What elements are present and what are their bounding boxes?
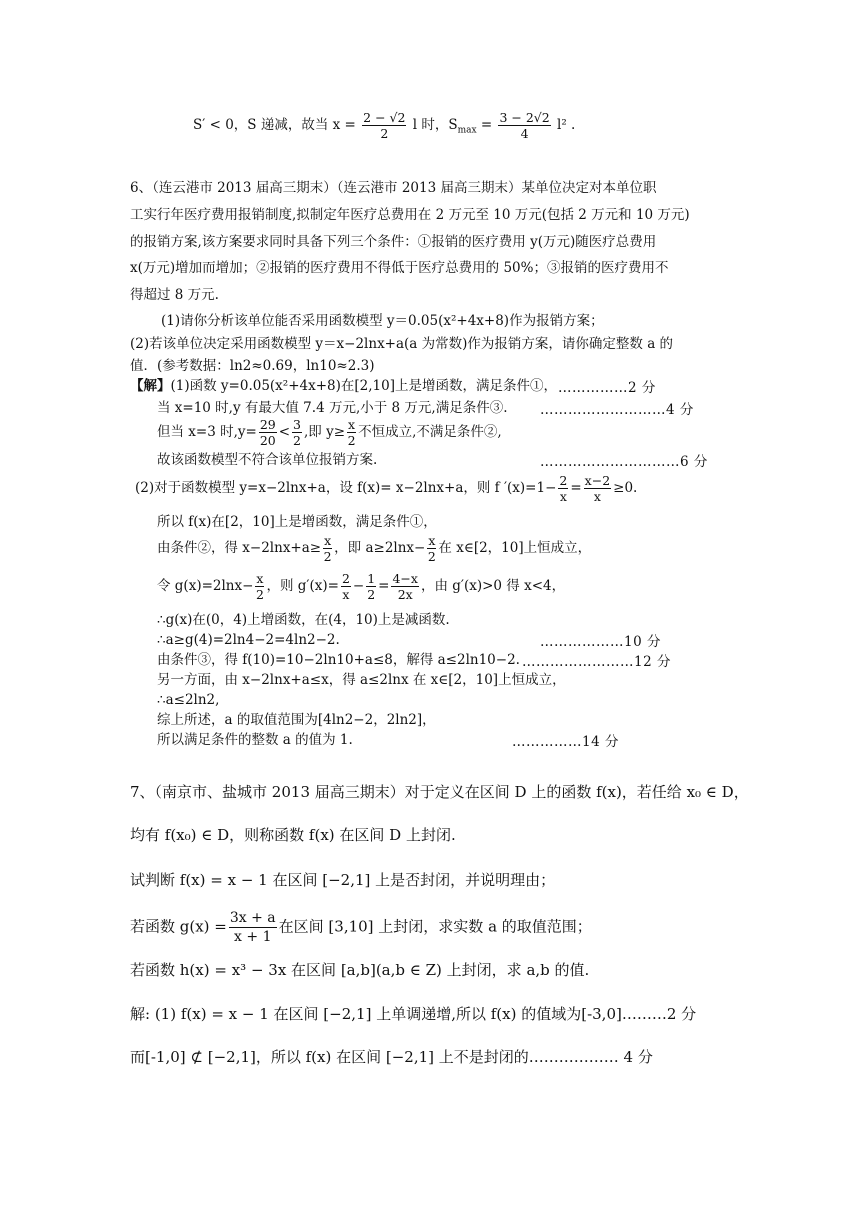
solution-tag: 【解】 xyxy=(130,378,171,394)
fraction: $\frac{2 - √2}{2}$ xyxy=(363,110,406,141)
prev-solution-line: S′ < 0，S 递减，故当 x = $\frac{2 - √2}{2}$ l 时，$S_{max}$ = $\frac{3 - 2√2}{4}$ l² . xyxy=(193,110,576,141)
sol6-line-14: 综上所述，a 的取值范围为[4ln2−2，2ln2]， xyxy=(157,712,436,728)
score-mark: ………………10 分 xyxy=(540,634,661,650)
q7-line-3: 试判断 f(x) = x − 1 在区间 [−2,1] 上是否封闭，并说明理由； xyxy=(130,871,556,889)
q6-line-3: 的报销方案,该方案要求同时具备下列三个条件：①报销的医疗费用 y(万元)随医疗总费用 xyxy=(130,234,657,250)
fraction: $\frac{x-2}{x}$ xyxy=(584,473,611,504)
fraction: $\frac{3}{2}$ xyxy=(293,417,301,448)
sol6-line-1: 【解】(1)函数 y=0.05(x²+4x+8)在[2,10]上是增函数，满足条件①， xyxy=(130,378,557,394)
q6-reference: 值．(参考数据：ln2≈0.69，ln10≈2.3) xyxy=(130,358,375,374)
score-mark: ………………………4 分 xyxy=(540,402,694,418)
sol6-line-9: ∴g(x)在(0，4)上增函数，在(4，10)上是减函数. xyxy=(157,612,450,628)
q7-line-1: 7、（南京市、盐城市 2013 届高三期末）对于定义在区间 D 上的函数 f(x)，若任给 x₀ ∈ D， xyxy=(130,783,749,801)
q7-line-4: 若函数 g(x) = $\frac{3x + a}{x + 1}$ 在区间 [3,10] 上封闭，求实数 a 的取值范围； xyxy=(130,910,592,945)
sol6-line-7: 由条件②，得 x−2lnx+a≥ $\frac{x}{2}$ ，即 a≥2lnx− $\frac{x}{2}$ 在 x∈[2，10]上恒成立， xyxy=(157,533,592,564)
fraction: $\frac{29}{20}$ xyxy=(259,417,276,448)
score-mark: ……………………12 分 xyxy=(522,654,671,670)
q6-line-2: 工实行年医疗费用报销制度,拟制定年医疗总费用在 2 万元至 10 万元(包括 2 万元和 10 万元) xyxy=(130,207,690,223)
sol6-line-5: (2)对于函数模型 y=x−2lnx+a，设 f(x)= x−2lnx+a，则 f ′(x)=1− $\frac{2}{x}$ = $\frac{x-2}{x}$ ≥0. xyxy=(135,473,638,504)
sol6-line-2: 当 x=10 时,y 有最大值 7.4 万元,小于 8 万元,满足条件③. xyxy=(157,400,508,416)
sol6-line-13: ∴a≤2ln2, xyxy=(157,692,220,708)
q6-part2: (2)若该单位决定采用函数模型 y＝x−2lnx+a(a 为常数)作为报销方案，请你确定整数 a 的 xyxy=(130,336,674,352)
q6-line-5: 得超过 8 万元. xyxy=(130,287,219,303)
sol6-line-12: 另一方面，由 x−2lnx+a≤x，得 a≤2lnx 在 x∈[2，10]上恒成立， xyxy=(157,672,566,688)
sol6-line-8: 令 g(x)=2lnx− $\frac{x}{2}$ ，则 g′(x)= $\frac{2}{x}$ − $\frac{1}{2}$ = $\frac{4-x}{2x}$ ，由 g′(x)>0 得 x<4， xyxy=(157,571,566,602)
sol6-line-6: 所以 f(x)在[2，10]上是增函数，满足条件①， xyxy=(157,514,437,530)
fraction: $\frac{1}{2}$ xyxy=(367,571,376,602)
fraction: $\frac{4-x}{2x}$ xyxy=(392,571,418,602)
score-mark: ……………14 分 xyxy=(512,734,619,750)
q6-line-4: x(万元)增加而增加；②报销的医疗费用不得低于医疗总费用的 50%；③报销的医疗费用不 xyxy=(130,260,669,276)
fraction: $\frac{x}{2}$ xyxy=(255,571,264,602)
fraction: $\frac{3 - 2√2}{4}$ xyxy=(499,110,550,141)
fraction: $\frac{x}{2}$ xyxy=(323,533,332,564)
fraction: $\frac{2}{x}$ xyxy=(559,473,568,504)
q7-line-5: 若函数 h(x) = x³ − 3x 在区间 [a,b](a,b ∈ Z) 上封闭，求 a,b 的值. xyxy=(130,961,590,979)
score-mark: …………………………6 分 xyxy=(540,454,708,470)
sol6-line-10: ∴a≥g(4)=2ln4−2=4ln2−2. xyxy=(157,632,340,648)
q7-solution-2: 而[-1,0] ⊄ [−2,1]，所以 f(x) 在区间 [−2,1] 上不是封闭的……………… 4 分 xyxy=(130,1048,653,1066)
sol6-line-11: 由条件③，得 f(10)=10−2ln10+a≤8，解得 a≤2ln10−2. xyxy=(157,652,520,668)
sol6-line-4: 故该函数模型不符合该单位报销方案. xyxy=(157,452,378,468)
fraction: $\frac{2}{x}$ xyxy=(341,571,350,602)
sol6-line-15: 所以满足条件的整数 a 的值为 1. xyxy=(157,732,353,748)
sol6-line-3: 但当 x=3 时,y= $\frac{29}{20}$ < $\frac{3}{2}$ ,即 y≥ $\frac{x}{2}$ 不恒成立,不满足条件②, xyxy=(157,417,502,448)
fraction: $\frac{x}{2}$ xyxy=(427,533,436,564)
score-mark: ……………2 分 xyxy=(558,380,656,396)
q6-part1: (1)请你分析该单位能否采用函数模型 y＝0.05(x²+4x+8)作为报销方案； xyxy=(161,313,604,329)
q6-line-1: 6、（连云港市 2013 届高三期末）（连云港市 2013 届高三期末）某单位决定对本单位职 xyxy=(130,180,657,196)
q7-solution-1: 解: (1) f(x) = x − 1 在区间 [−2,1] 上单调递增,所以 f(x) 的值域为[-3,0]………2 分 xyxy=(130,1005,697,1023)
fraction: $\frac{x}{2}$ xyxy=(347,417,356,448)
fraction: $\frac{3x + a}{x + 1}$ xyxy=(229,910,276,945)
q7-line-2: 均有 f(x₀) ∈ D，则称函数 f(x) 在区间 D 上封闭. xyxy=(130,826,456,844)
